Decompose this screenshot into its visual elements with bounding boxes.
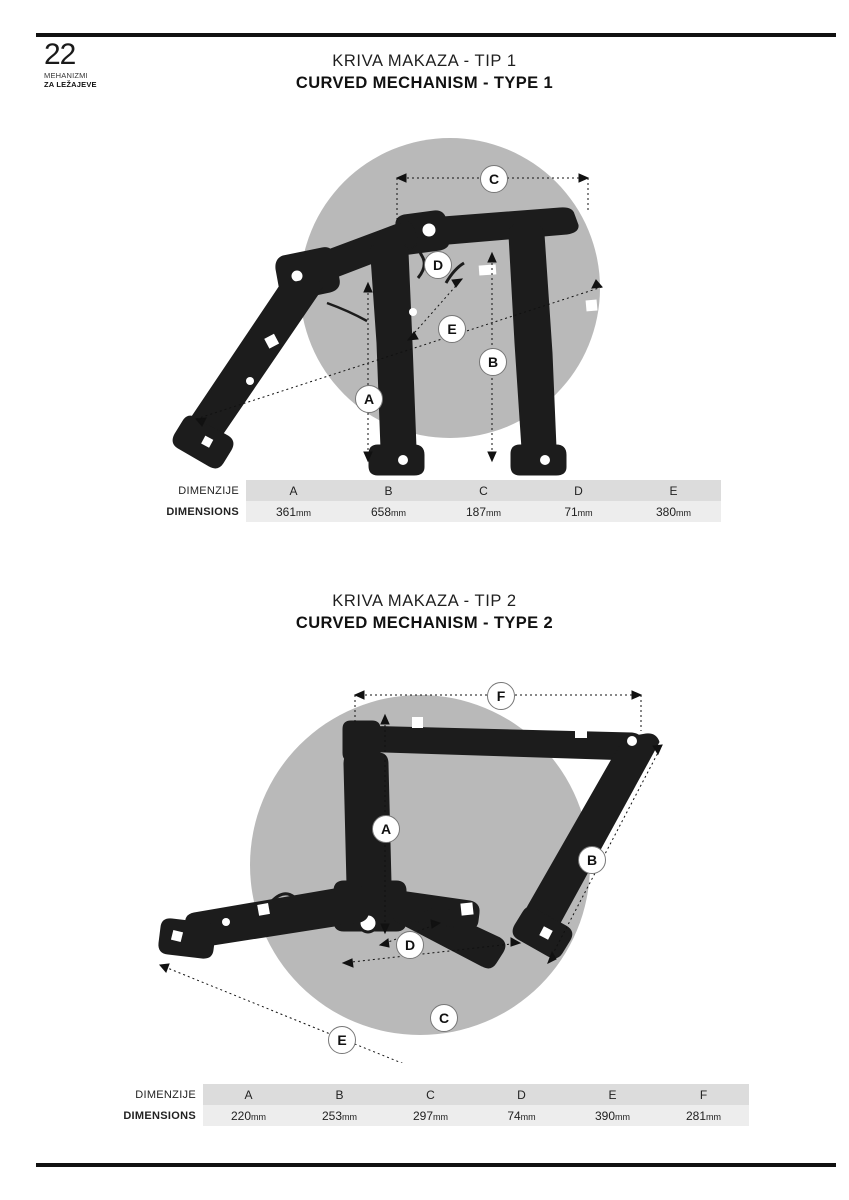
dim-unit: mm	[342, 1111, 358, 1122]
figure-type-2	[0, 633, 849, 1063]
dim-value-c-2	[385, 1105, 476, 1126]
dim-unit: mm	[251, 1111, 267, 1122]
dim-header-e-2: E	[567, 1084, 658, 1105]
dim-unit: mm	[433, 1111, 449, 1122]
top-rule	[36, 33, 836, 37]
callout-b-type-1: B	[479, 348, 507, 376]
dim-value-b-1-num: 658	[370, 504, 392, 519]
dim-header-a-2: A	[203, 1084, 294, 1105]
callout-f-type-2: F	[487, 682, 515, 710]
figure-type-1	[0, 93, 849, 483]
figure-1-drawing	[0, 93, 849, 483]
dim-header-b-2: B	[294, 1084, 385, 1105]
callout-a-type-1: A	[355, 385, 383, 413]
dim-value-b-2	[294, 1105, 385, 1126]
callout-e-type-2: E	[328, 1026, 356, 1054]
dim-value-f-2-num: 281	[685, 1108, 707, 1123]
table-row	[96, 1105, 749, 1126]
dim-value-c-1	[436, 501, 531, 522]
dim-value-b-2-num: 253	[321, 1108, 343, 1123]
dim-value-d-1-num: 71	[564, 504, 578, 519]
section-1-title-sr: KRIVA MAKAZA - TIP 1	[332, 52, 517, 70]
section-type-1	[0, 52, 849, 519]
bottom-rule	[36, 1163, 836, 1167]
dim-value-c-2-num: 297	[412, 1108, 434, 1123]
page-number: 22	[44, 38, 76, 71]
brand-line-2: ZA LEŽAJEVE	[44, 80, 97, 89]
dim-unit: mm	[615, 1111, 631, 1122]
dim-header-b-1: B	[341, 480, 436, 501]
section-type-2	[0, 592, 849, 1123]
dimension-table-type-1	[155, 480, 721, 522]
dim-value-e-2	[567, 1105, 658, 1126]
dim-unit: mm	[577, 507, 593, 518]
dimension-table-type-2	[96, 1084, 749, 1126]
dim-header-f-2: F	[658, 1084, 749, 1105]
dim-value-a-1-num: 361	[275, 504, 297, 519]
table-row	[155, 501, 721, 522]
dim-value-b-1	[341, 501, 436, 522]
callout-b-type-2: B	[578, 846, 606, 874]
dim-header-a-1: A	[246, 480, 341, 501]
dim-header-c-2: C	[385, 1084, 476, 1105]
dim-value-d-2-num: 74	[507, 1108, 521, 1123]
callout-d-type-2: D	[396, 931, 424, 959]
callout-e-type-1: E	[438, 315, 466, 343]
dim-unit: mm	[520, 1111, 536, 1122]
dim-value-e-1	[626, 501, 721, 522]
callout-c-type-2: C	[430, 1004, 458, 1032]
dim-value-e-1-num: 380	[655, 504, 677, 519]
dim-label-sr-1: DIMENZIJE	[155, 480, 246, 501]
callout-d-type-1: D	[424, 251, 452, 279]
dim-header-d-1: D	[531, 480, 626, 501]
dim-value-e-2-num: 390	[594, 1108, 616, 1123]
dim-unit: mm	[676, 507, 692, 518]
dim-label-en-2: DIMENSIONS	[96, 1105, 203, 1126]
callout-a-type-2: A	[372, 815, 400, 843]
dim-header-c-1: C	[436, 480, 531, 501]
dim-value-f-2	[658, 1105, 749, 1126]
dim-value-a-1	[246, 501, 341, 522]
table-row	[96, 1084, 749, 1105]
dim-header-d-2: D	[476, 1084, 567, 1105]
dim-value-a-2	[203, 1105, 294, 1126]
dim-value-d-2	[476, 1105, 567, 1126]
dim-label-en-1: DIMENSIONS	[155, 501, 246, 522]
dim-unit: mm	[706, 1111, 722, 1122]
section-2-title-en: CURVED MECHANISM - TYPE 2	[295, 614, 554, 632]
figure-2-drawing	[0, 633, 849, 1063]
section-2-titles	[0, 592, 849, 633]
dim-header-e-1: E	[626, 480, 721, 501]
dim-value-c-1-num: 187	[465, 504, 487, 519]
dim-value-a-2-num: 220	[230, 1108, 252, 1123]
dim-unit: mm	[486, 507, 502, 518]
section-2-title-sr: KRIVA MAKAZA - TIP 2	[332, 592, 517, 610]
dim-unit: mm	[296, 507, 312, 518]
brand-line-1: MEHANIZMI	[44, 71, 88, 80]
section-1-titles	[0, 52, 849, 93]
dim-label-sr-2: DIMENZIJE	[96, 1084, 203, 1105]
dim-value-d-1	[531, 501, 626, 522]
table-row	[155, 480, 721, 501]
dim-unit: mm	[391, 507, 407, 518]
section-1-title-en: CURVED MECHANISM - TYPE 1	[295, 74, 554, 92]
callout-c-type-1: C	[480, 165, 508, 193]
